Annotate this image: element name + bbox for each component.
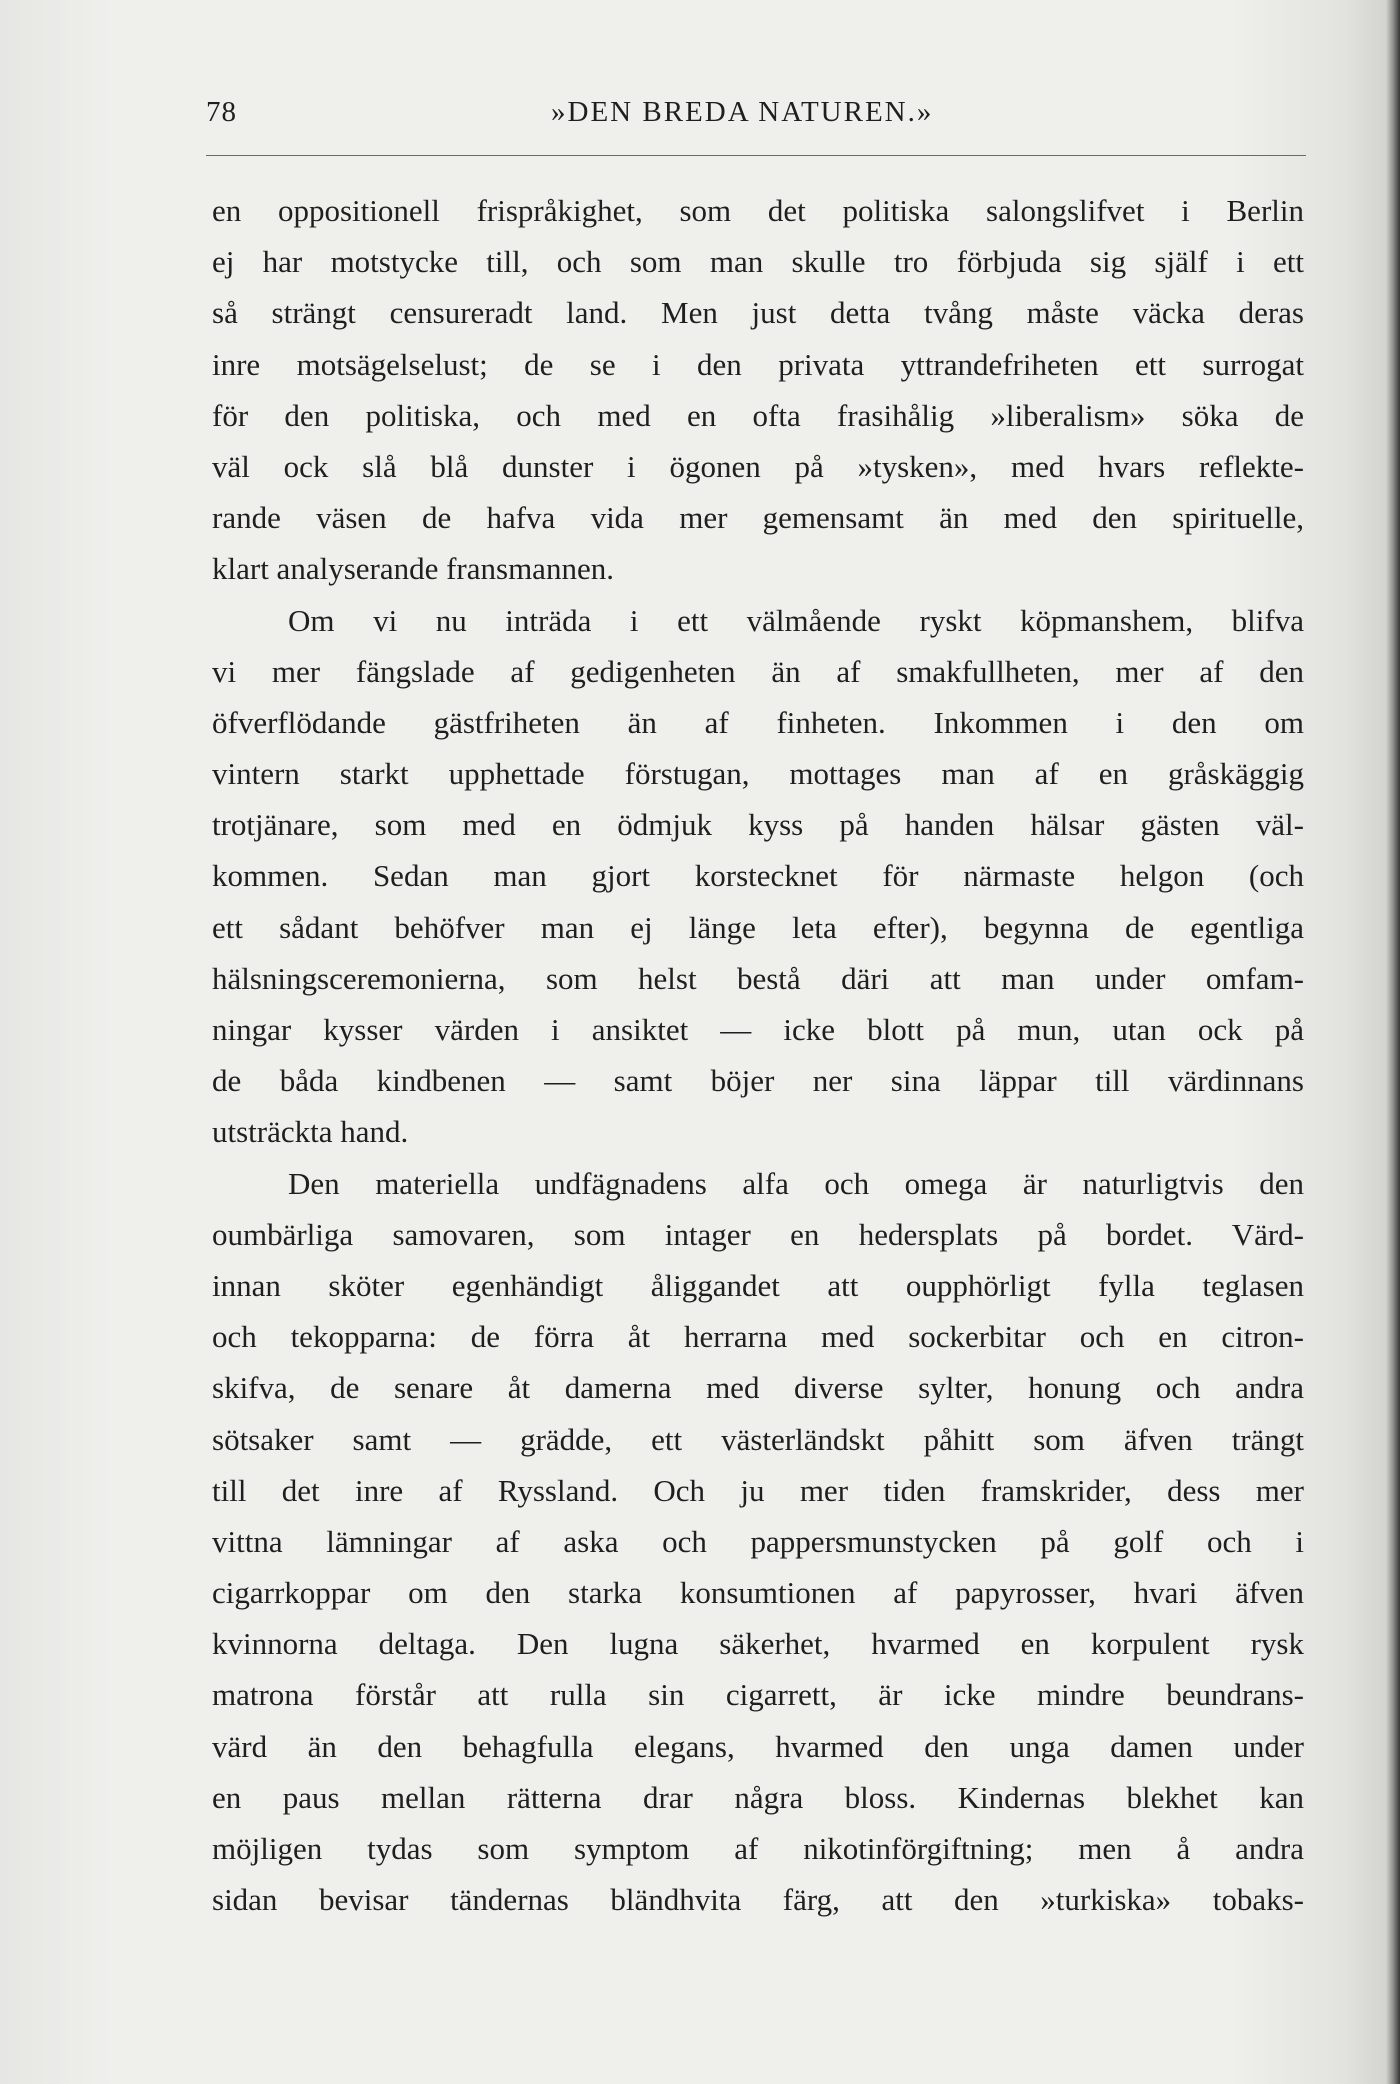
text-line: möjligen tydas som symptom af nikotinförgiftning; men å andra <box>212 1831 1304 1866</box>
text-line: en paus mellan rätterna drar några bloss. Kindernas blekhet kan <box>212 1779 1304 1815</box>
text-line: för den politiska, och med en ofta frasihålig »liberalism» söka de <box>212 397 1304 433</box>
text-line: öfverflödande gästfriheten än af finheten. Inkommen i den om <box>212 704 1304 740</box>
text-line: trotjänare, som med en ödmjuk kyss på handen hälsar gästen väl- <box>212 807 1304 843</box>
text-line: vittna lämningar af aska och pappersmunstycken på golf och i <box>212 1523 1304 1559</box>
page-header <box>206 96 1318 136</box>
text-line: vi mer fängslade af gedigenheten än af smakfullheten, mer af den <box>212 653 1304 689</box>
paragraph-end-line: klart analyserande fransmannen. <box>212 551 614 587</box>
text-line: vintern starkt upphettade förstugan, mottages man af en gråskäggig <box>212 756 1304 792</box>
text-line: och tekopparna: de förra åt herrarna med sockerbitar och en citron- <box>212 1319 1304 1355</box>
text-line: kvinnorna deltaga. Den lugna säkerhet, hvarmed en korpulent rysk <box>212 1626 1304 1662</box>
text-line: hälsningsceremonierna, som helst bestå däri att man under omfam- <box>212 960 1304 996</box>
text-line: ett sådant behöfver man ej länge leta efter), begynna de egentliga <box>212 909 1304 945</box>
text-line: rande väsen de hafva vida mer gemensamt än med den spirituelle, <box>212 500 1304 536</box>
text-line: sötsaker samt — grädde, ett västerländskt påhitt som äfven trängt <box>212 1421 1304 1457</box>
text-line: en oppositionell frispråkighet, som det politiska salongslifvet i Berlin <box>212 193 1304 228</box>
text-line: väl ock slå blå dunster i ögonen på »tysken», med hvars reflekte- <box>212 448 1304 484</box>
page-number: 78 <box>206 96 237 128</box>
paragraph-start-line: Den materiella undfägnadens alfa och omega är naturligtvis den <box>288 1165 1304 1201</box>
paragraph-start-line: Om vi nu inträda i ett välmående ryskt köpmanshem, blifva <box>288 602 1304 638</box>
header-rule <box>206 155 1306 156</box>
paragraph-end-line: utsträckta hand. <box>212 1114 409 1150</box>
text-line: sidan bevisar tändernas bländhvita färg, att den »turkiska» tobaks- <box>212 1882 1304 1918</box>
text-line: oumbärliga samovaren, som intager en hedersplats på bordet. Värd- <box>212 1216 1304 1252</box>
text-line: skifva, de senare åt damerna med diverse sylter, honung och andra <box>212 1370 1304 1406</box>
page-edge-shadow <box>1386 0 1400 2084</box>
running-head: »DEN BREDA NATUREN.» <box>551 96 934 128</box>
text-line: värd än den behagfulla elegans, hvarmed den unga damen under <box>212 1728 1304 1764</box>
text-line: ej har motstycke till, och som man skulle tro förbjuda sig själf i ett <box>212 244 1304 280</box>
text-line: så strängt censureradt land. Men just detta tvång måste väcka deras <box>212 295 1304 331</box>
text-line: ningar kysser värden i ansiktet — icke blott på mun, utan ock på <box>212 1012 1304 1047</box>
text-line: cigarrkoppar om den starka konsumtionen af papyrosser, hvari äfven <box>212 1575 1304 1611</box>
body-text <box>212 185 1304 1925</box>
text-line: innan sköter egenhändigt åliggandet att oupphörligt fylla teglasen <box>212 1267 1304 1303</box>
text-line: de båda kindbenen — samt böjer ner sina läppar till värdinnans <box>212 1063 1304 1099</box>
text-line: matrona förstår att rulla sin cigarrett, är icke mindre beundrans- <box>212 1677 1304 1713</box>
text-line: inre motsägelselust; de se i den privata yttrandefriheten ett surrogat <box>212 346 1304 382</box>
text-line: kommen. Sedan man gjort korstecknet för närmaste helgon (och <box>212 858 1304 894</box>
text-line: till det inre af Ryssland. Och ju mer tiden framskrider, dess mer <box>212 1472 1304 1508</box>
